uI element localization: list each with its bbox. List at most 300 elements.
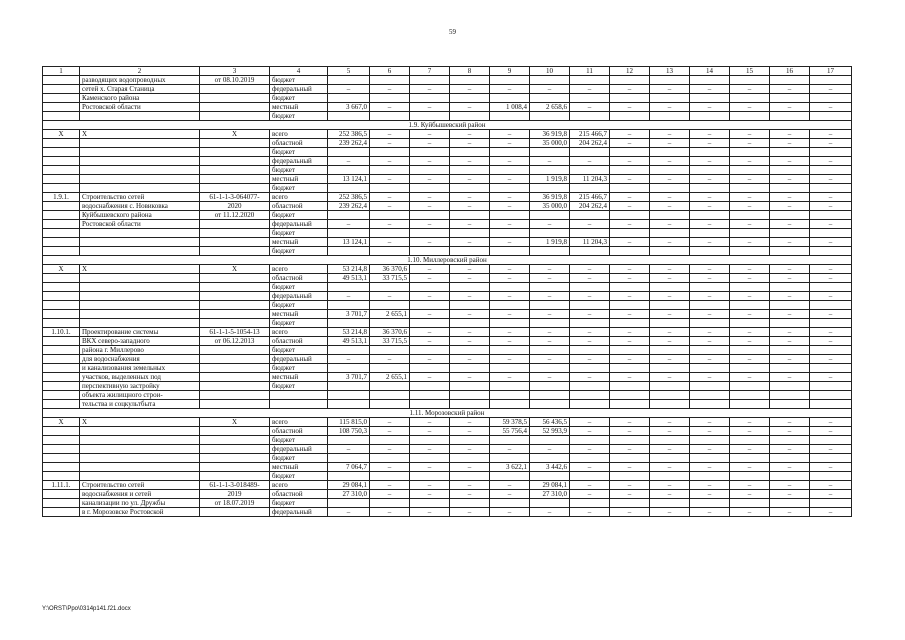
value-cell: –	[610, 310, 650, 319]
value-cell: –	[328, 355, 370, 364]
value-cell: –	[490, 175, 530, 184]
value-cell	[370, 148, 410, 157]
value-cell: 36 919,8	[530, 193, 570, 202]
value-cell: 215 466,7	[570, 130, 610, 139]
value-cell	[610, 319, 650, 328]
value-cell	[570, 148, 610, 157]
value-cell	[810, 112, 852, 121]
registry-number-cell	[200, 184, 270, 193]
registry-number-cell: 2020	[200, 202, 270, 211]
value-cell: –	[490, 193, 530, 202]
value-cell: 27 310,0	[328, 490, 370, 499]
value-cell: –	[450, 373, 490, 382]
value-cell	[410, 166, 450, 175]
value-cell	[328, 346, 370, 355]
value-cell: –	[370, 418, 410, 427]
value-cell	[650, 472, 690, 481]
value-cell: –	[810, 103, 852, 112]
value-cell: –	[650, 175, 690, 184]
row-number-cell	[43, 220, 80, 229]
value-cell	[450, 283, 490, 292]
value-cell	[450, 184, 490, 193]
table-row	[43, 400, 852, 409]
value-cell	[370, 382, 410, 391]
value-cell: –	[490, 328, 530, 337]
header-row	[43, 67, 852, 76]
value-cell: –	[490, 337, 530, 346]
header-cell: 6	[370, 67, 410, 76]
value-cell	[690, 184, 730, 193]
section-title: 1.10. Миллеровский район	[43, 256, 852, 265]
value-cell: –	[450, 274, 490, 283]
table-row	[43, 481, 852, 490]
registry-number-cell: от 06.12.2013	[200, 337, 270, 346]
object-name-cell	[80, 445, 200, 454]
value-cell	[410, 148, 450, 157]
table-row	[43, 157, 852, 166]
value-cell: –	[570, 463, 610, 472]
value-cell: –	[730, 265, 770, 274]
value-cell	[450, 76, 490, 85]
value-cell: –	[410, 157, 450, 166]
table-row	[43, 337, 852, 346]
table-row	[43, 94, 852, 103]
value-cell	[610, 166, 650, 175]
value-cell: –	[610, 328, 650, 337]
object-name-cell	[80, 112, 200, 121]
value-cell: –	[610, 481, 650, 490]
value-cell: –	[410, 130, 450, 139]
budget-source-cell: бюджет	[270, 346, 328, 355]
budget-source-cell: бюджет	[270, 247, 328, 256]
object-name-cell: Ростовской области	[80, 220, 200, 229]
registry-number-cell	[200, 355, 270, 364]
value-cell: –	[690, 103, 730, 112]
value-cell	[410, 283, 450, 292]
value-cell	[690, 472, 730, 481]
value-cell: –	[610, 265, 650, 274]
table-row	[43, 283, 852, 292]
budget-source-cell: местный	[270, 373, 328, 382]
object-name-cell: сетей х. Старая Станица	[80, 85, 200, 94]
value-cell: –	[690, 238, 730, 247]
object-name-cell: Х	[80, 265, 200, 274]
value-cell: –	[690, 157, 730, 166]
value-cell: –	[690, 274, 730, 283]
value-cell: –	[650, 508, 690, 517]
budget-source-cell: федеральный	[270, 157, 328, 166]
value-cell: –	[410, 373, 450, 382]
value-cell: 204 262,4	[570, 139, 610, 148]
value-cell: 7 064,7	[328, 463, 370, 472]
value-cell	[370, 346, 410, 355]
header-cell: 4	[270, 67, 328, 76]
registry-number-cell	[200, 139, 270, 148]
value-cell: 252 386,5	[328, 130, 370, 139]
value-cell: –	[410, 310, 450, 319]
registry-number-cell	[200, 94, 270, 103]
value-cell: –	[570, 103, 610, 112]
budget-source-cell: областной	[270, 274, 328, 283]
registry-number-cell	[200, 148, 270, 157]
row-number-cell	[43, 454, 80, 463]
value-cell: –	[730, 157, 770, 166]
row-number-cell: Х	[43, 265, 80, 274]
value-cell	[610, 229, 650, 238]
value-cell	[730, 94, 770, 103]
row-number-cell	[43, 112, 80, 121]
value-cell	[490, 319, 530, 328]
table-row	[43, 508, 852, 517]
row-number-cell	[43, 319, 80, 328]
value-cell	[690, 400, 730, 409]
value-cell	[650, 346, 690, 355]
row-number-cell	[43, 229, 80, 238]
value-cell: –	[570, 418, 610, 427]
row-number-cell	[43, 508, 80, 517]
value-cell	[530, 76, 570, 85]
value-cell	[650, 112, 690, 121]
value-cell	[450, 364, 490, 373]
registry-number-cell	[200, 472, 270, 481]
value-cell	[370, 112, 410, 121]
object-name-cell: района г. Миллерово	[80, 346, 200, 355]
value-cell	[450, 436, 490, 445]
budget-source-cell: областной	[270, 337, 328, 346]
table-row	[43, 238, 852, 247]
value-cell	[530, 184, 570, 193]
value-cell	[328, 364, 370, 373]
value-cell	[328, 301, 370, 310]
value-cell: –	[810, 508, 852, 517]
value-cell: –	[490, 130, 530, 139]
value-cell: –	[570, 373, 610, 382]
value-cell: –	[690, 220, 730, 229]
header-cell: 12	[610, 67, 650, 76]
value-cell	[610, 364, 650, 373]
value-cell: –	[690, 508, 730, 517]
value-cell: –	[410, 265, 450, 274]
value-cell: –	[610, 418, 650, 427]
value-cell	[490, 436, 530, 445]
value-cell: –	[530, 157, 570, 166]
value-cell: –	[650, 310, 690, 319]
object-name-cell: Х	[80, 130, 200, 139]
value-cell	[770, 454, 810, 463]
value-cell	[328, 94, 370, 103]
value-cell	[570, 112, 610, 121]
budget-source-cell: всего	[270, 130, 328, 139]
budget-source-cell	[270, 400, 328, 409]
value-cell: –	[810, 130, 852, 139]
value-cell: –	[810, 355, 852, 364]
value-cell	[530, 211, 570, 220]
section-row	[43, 256, 852, 265]
value-cell: –	[530, 85, 570, 94]
table-row	[43, 364, 852, 373]
registry-number-cell: Х	[200, 418, 270, 427]
value-cell	[410, 229, 450, 238]
value-cell: –	[450, 292, 490, 301]
value-cell: –	[530, 355, 570, 364]
value-cell	[730, 184, 770, 193]
value-cell	[530, 166, 570, 175]
object-name-cell	[80, 238, 200, 247]
value-cell	[650, 319, 690, 328]
value-cell	[328, 319, 370, 328]
value-cell: –	[770, 445, 810, 454]
object-name-cell	[80, 157, 200, 166]
value-cell	[570, 229, 610, 238]
table-row	[43, 382, 852, 391]
value-cell: –	[650, 373, 690, 382]
value-cell: –	[690, 292, 730, 301]
value-cell	[328, 436, 370, 445]
value-cell: –	[490, 202, 530, 211]
value-cell: –	[730, 202, 770, 211]
value-cell: –	[570, 337, 610, 346]
value-cell	[530, 283, 570, 292]
registry-number-cell	[200, 400, 270, 409]
budget-source-cell	[270, 391, 328, 400]
value-cell: 215 466,7	[570, 193, 610, 202]
value-cell	[570, 400, 610, 409]
row-number-cell	[43, 382, 80, 391]
budget-source-cell: бюджет	[270, 319, 328, 328]
value-cell	[770, 499, 810, 508]
value-cell	[690, 364, 730, 373]
table-row	[43, 166, 852, 175]
value-cell: –	[410, 427, 450, 436]
value-cell: –	[450, 130, 490, 139]
value-cell: –	[650, 355, 690, 364]
value-cell	[690, 283, 730, 292]
value-cell	[370, 94, 410, 103]
value-cell: 13 124,1	[328, 175, 370, 184]
value-cell: –	[410, 202, 450, 211]
table-row	[43, 499, 852, 508]
value-cell	[690, 94, 730, 103]
value-cell: –	[690, 193, 730, 202]
value-cell: –	[370, 85, 410, 94]
row-number-cell	[43, 94, 80, 103]
registry-number-cell: Х	[200, 130, 270, 139]
table-row	[43, 310, 852, 319]
table-row	[43, 436, 852, 445]
registry-number-cell: 61-1-1-3-064077-	[200, 193, 270, 202]
value-cell	[810, 229, 852, 238]
value-cell: –	[328, 157, 370, 166]
value-cell: 108 750,3	[328, 427, 370, 436]
value-cell: –	[610, 220, 650, 229]
table-row	[43, 229, 852, 238]
row-number-cell	[43, 373, 80, 382]
value-cell	[650, 184, 690, 193]
value-cell	[328, 283, 370, 292]
value-cell: –	[610, 238, 650, 247]
value-cell: 3 701,7	[328, 373, 370, 382]
value-cell: –	[450, 202, 490, 211]
value-cell	[650, 400, 690, 409]
value-cell: –	[370, 490, 410, 499]
value-cell	[490, 76, 530, 85]
value-cell	[530, 400, 570, 409]
value-cell	[770, 400, 810, 409]
value-cell: 1 919,8	[530, 175, 570, 184]
value-cell	[610, 499, 650, 508]
value-cell: –	[410, 328, 450, 337]
budget-source-cell: местный	[270, 463, 328, 472]
value-cell	[450, 247, 490, 256]
value-cell	[610, 94, 650, 103]
object-name-cell: канализации по ул. Дружбы	[80, 499, 200, 508]
value-cell: –	[730, 292, 770, 301]
value-cell	[328, 472, 370, 481]
budget-source-cell: областной	[270, 139, 328, 148]
value-cell	[610, 112, 650, 121]
value-cell	[370, 319, 410, 328]
value-cell: –	[730, 373, 770, 382]
value-cell	[810, 499, 852, 508]
value-cell	[730, 346, 770, 355]
value-cell	[810, 211, 852, 220]
value-cell	[810, 319, 852, 328]
value-cell	[690, 346, 730, 355]
value-cell	[810, 76, 852, 85]
value-cell	[490, 148, 530, 157]
value-cell	[530, 436, 570, 445]
value-cell: –	[650, 265, 690, 274]
value-cell: –	[770, 103, 810, 112]
value-cell	[570, 211, 610, 220]
value-cell: –	[810, 238, 852, 247]
registry-number-cell	[200, 346, 270, 355]
value-cell: –	[650, 418, 690, 427]
value-cell: –	[450, 103, 490, 112]
budget-source-cell: бюджет	[270, 454, 328, 463]
value-cell	[410, 472, 450, 481]
value-cell	[730, 319, 770, 328]
value-cell: 239 262,4	[328, 202, 370, 211]
budget-source-cell: бюджет	[270, 472, 328, 481]
value-cell	[770, 382, 810, 391]
value-cell	[730, 166, 770, 175]
value-cell	[490, 283, 530, 292]
value-cell: –	[410, 481, 450, 490]
value-cell: –	[650, 337, 690, 346]
value-cell: 3 667,0	[328, 103, 370, 112]
value-cell	[328, 166, 370, 175]
value-cell: –	[370, 427, 410, 436]
value-cell	[410, 94, 450, 103]
value-cell	[810, 400, 852, 409]
object-name-cell: Каменского района	[80, 94, 200, 103]
object-name-cell	[80, 166, 200, 175]
value-cell	[410, 436, 450, 445]
value-cell: –	[410, 337, 450, 346]
value-cell	[370, 76, 410, 85]
value-cell: –	[410, 463, 450, 472]
value-cell: –	[410, 355, 450, 364]
value-cell: –	[410, 85, 450, 94]
row-number-cell	[43, 202, 80, 211]
value-cell: –	[610, 130, 650, 139]
value-cell: –	[730, 418, 770, 427]
value-cell: –	[730, 310, 770, 319]
row-number-cell	[43, 436, 80, 445]
value-cell: –	[730, 463, 770, 472]
value-cell	[450, 346, 490, 355]
value-cell	[690, 166, 730, 175]
value-cell: –	[810, 481, 852, 490]
value-cell	[490, 382, 530, 391]
registry-number-cell	[200, 427, 270, 436]
value-cell	[570, 499, 610, 508]
value-cell: –	[450, 481, 490, 490]
value-cell: –	[730, 193, 770, 202]
value-cell: –	[690, 490, 730, 499]
budget-source-cell: федеральный	[270, 355, 328, 364]
section-row	[43, 121, 852, 130]
value-cell	[650, 499, 690, 508]
value-cell: –	[450, 445, 490, 454]
value-cell	[570, 76, 610, 85]
table-row	[43, 193, 852, 202]
value-cell: –	[650, 481, 690, 490]
value-cell	[530, 112, 570, 121]
value-cell: –	[410, 445, 450, 454]
section-title: 1.11. Морозовский район	[43, 409, 852, 418]
value-cell: –	[490, 238, 530, 247]
table-row	[43, 148, 852, 157]
registry-number-cell	[200, 373, 270, 382]
value-cell: –	[650, 427, 690, 436]
object-name-cell	[80, 319, 200, 328]
value-cell: 11 204,3	[570, 238, 610, 247]
budget-table	[42, 66, 852, 517]
value-cell: 49 513,1	[328, 337, 370, 346]
value-cell: 204 262,4	[570, 202, 610, 211]
value-cell	[450, 499, 490, 508]
value-cell	[370, 184, 410, 193]
row-number-cell	[43, 364, 80, 373]
value-cell	[450, 229, 490, 238]
table-row	[43, 472, 852, 481]
table-row	[43, 85, 852, 94]
table-row	[43, 391, 852, 400]
value-cell	[490, 391, 530, 400]
value-cell	[530, 94, 570, 103]
value-cell: –	[810, 463, 852, 472]
budget-source-cell: областной	[270, 490, 328, 499]
value-cell: 1 919,8	[530, 238, 570, 247]
value-cell	[328, 148, 370, 157]
value-cell	[610, 436, 650, 445]
footer-file-path: Y:\ORST\Ppo\0314p141.f21.docx	[42, 606, 131, 612]
table-row	[43, 292, 852, 301]
budget-source-cell: бюджет	[270, 76, 328, 85]
value-cell	[770, 346, 810, 355]
header-cell: 2	[80, 67, 200, 76]
value-cell	[370, 301, 410, 310]
value-cell: 36 370,6	[370, 265, 410, 274]
value-cell: –	[650, 238, 690, 247]
value-cell	[690, 382, 730, 391]
value-cell: –	[570, 508, 610, 517]
value-cell: –	[530, 328, 570, 337]
value-cell: –	[610, 103, 650, 112]
value-cell: –	[370, 193, 410, 202]
